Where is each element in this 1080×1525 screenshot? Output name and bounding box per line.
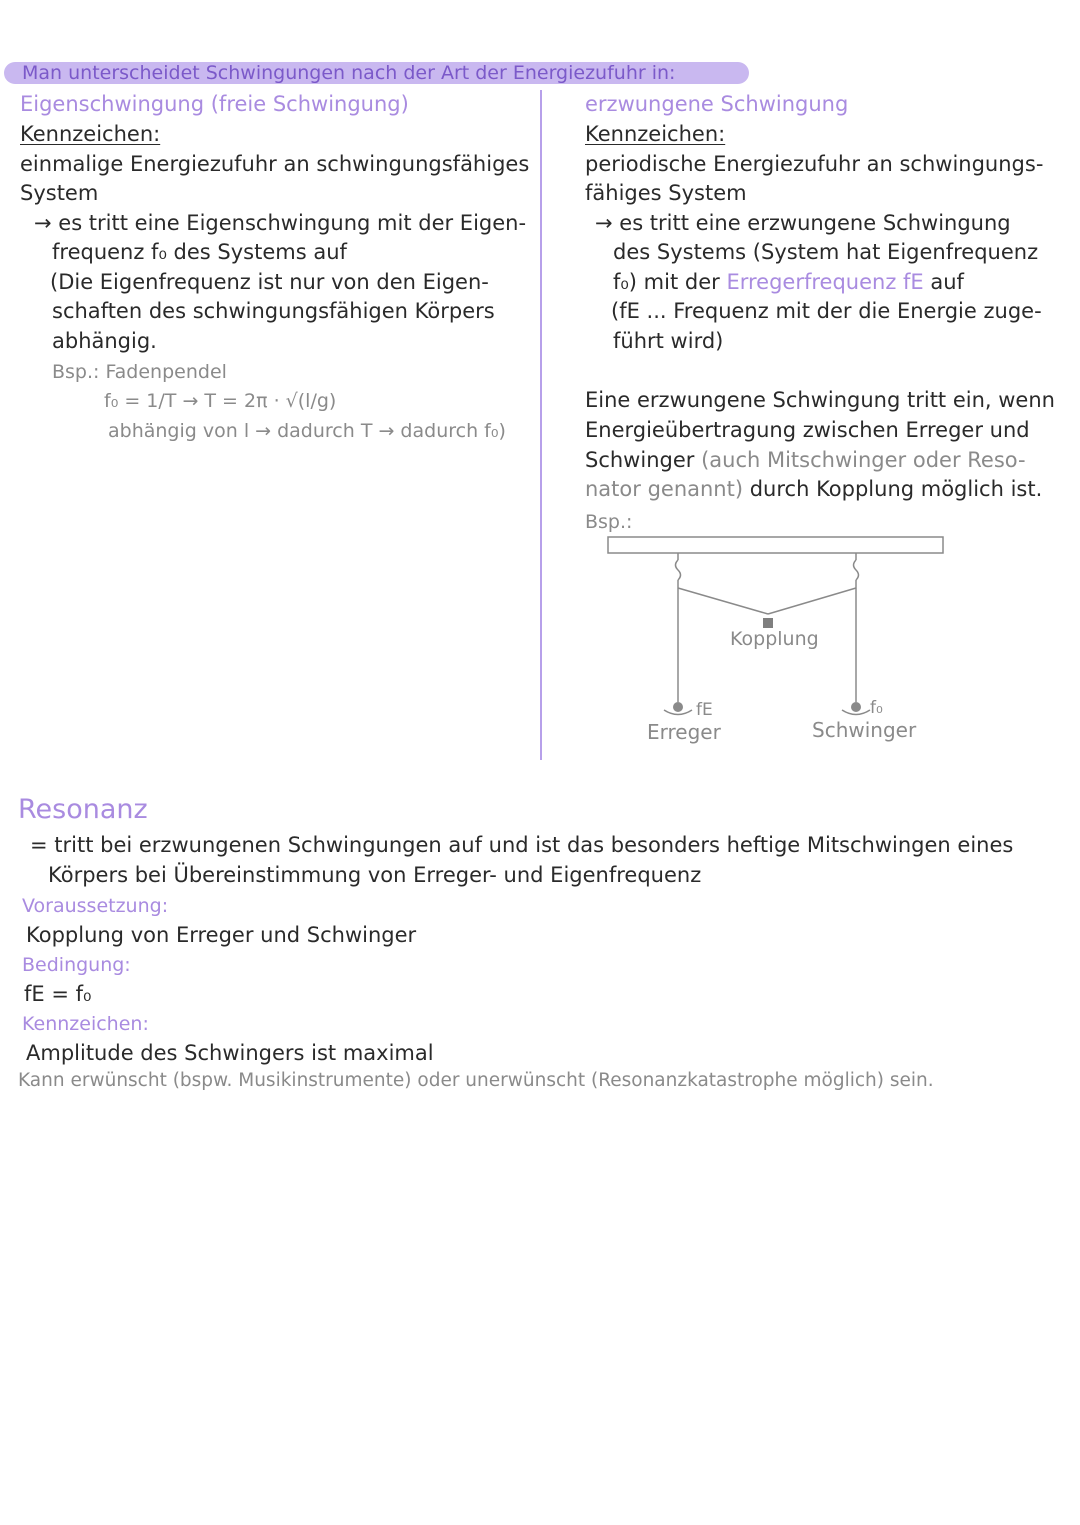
left-paren3: abhängig. bbox=[52, 329, 157, 353]
coupling-thread-right bbox=[768, 588, 856, 614]
right-p4-grey: nator genannt) bbox=[585, 477, 744, 501]
right-heading: erzwungene Schwingung bbox=[585, 92, 849, 116]
resonanz-heading: Resonanz bbox=[18, 794, 148, 825]
banner-text: Man unterscheidet Schwingungen nach der Art der Energiezufuhr in: bbox=[22, 62, 676, 84]
label-schwinger: Schwinger bbox=[812, 718, 917, 742]
coupling-thread-left bbox=[678, 588, 768, 614]
bob-schwinger bbox=[851, 702, 861, 712]
right-p3-pre: Schwinger bbox=[585, 448, 702, 472]
kennzeichen-label: Kennzeichen: bbox=[22, 1013, 149, 1035]
left-line1: einmalige Energiezufuhr an schwingungsfähiges bbox=[20, 152, 530, 176]
right-arrow3-pre: f₀) mit der bbox=[613, 270, 727, 294]
right-p4-post: durch Kopplung möglich ist. bbox=[743, 477, 1043, 501]
resonanz-definition-1: = tritt bei erzwungenen Schwingungen auf und ist das besonders heftige Mitschwingen eines bbox=[30, 833, 1014, 857]
left-formula: f₀ = 1/T → T = 2π · √(l/g) bbox=[104, 390, 337, 412]
coupling-weight bbox=[763, 618, 773, 628]
label-f0: f₀ bbox=[870, 698, 883, 718]
kennzeichen-text: Amplitude des Schwingers ist maximal bbox=[26, 1041, 434, 1065]
label-erreger: Erreger bbox=[647, 720, 721, 744]
left-dependency: abhängig von l → dadurch T → dadurch f₀) bbox=[108, 420, 506, 442]
left-bsp-example: Fadenpendel bbox=[105, 361, 227, 383]
left-line2: System bbox=[20, 181, 99, 205]
hook-left bbox=[676, 560, 681, 580]
right-paren2: führt wird) bbox=[613, 329, 724, 353]
left-bsp bbox=[52, 358, 227, 386]
label-kopplung: Kopplung bbox=[730, 628, 819, 650]
label-fe: fE bbox=[696, 700, 713, 720]
right-p1: Eine erzwungene Schwingung tritt ein, wenn bbox=[585, 388, 1055, 412]
hook-right bbox=[854, 560, 859, 580]
voraussetzung-text: Kopplung von Erreger und Schwinger bbox=[26, 923, 417, 947]
right-kennzeichen-label: Kennzeichen: bbox=[585, 122, 726, 146]
right-bsp-label: Bsp.: bbox=[585, 511, 633, 533]
erregerfrequenz-term: Erregerfrequenz fE bbox=[726, 270, 924, 294]
right-p3-grey: (auch Mitschwinger oder Reso- bbox=[701, 448, 1026, 472]
column-divider bbox=[540, 90, 542, 760]
bedingung-label: Bedingung: bbox=[22, 954, 131, 976]
right-arrow3 bbox=[613, 268, 964, 298]
right-p3 bbox=[585, 446, 1026, 476]
right-arrow3-post: auf bbox=[923, 270, 964, 294]
bedingung-text: fE = f₀ bbox=[24, 982, 92, 1006]
left-paren2: schaften des schwingungsfähigen Körpers bbox=[52, 299, 495, 323]
right-p4 bbox=[585, 475, 1042, 505]
right-p2: Energieübertragung zwischen Erreger und bbox=[585, 418, 1030, 442]
right-line2: fähiges System bbox=[585, 181, 747, 205]
left-arrow2: frequenz f₀ des Systems auf bbox=[52, 240, 347, 264]
right-arrow2: des Systems (System hat Eigenfrequenz bbox=[613, 240, 1039, 264]
right-paren1: (fE ... Frequenz mit der die Energie zuge- bbox=[611, 299, 1042, 323]
voraussetzung-label: Voraussetzung: bbox=[22, 895, 169, 917]
bob-erreger bbox=[673, 702, 683, 712]
ceiling-bar bbox=[608, 537, 943, 553]
left-arrow1: → es tritt eine Eigenschwingung mit der Eigen- bbox=[34, 211, 527, 235]
right-arrow1: → es tritt eine erzwungene Schwingung bbox=[595, 211, 1011, 235]
left-paren1: (Die Eigenfrequenz ist nur von den Eigen- bbox=[50, 270, 489, 294]
left-kennzeichen-label: Kennzeichen: bbox=[20, 122, 161, 146]
resonanz-definition-2: Körpers bei Übereinstimmung von Erreger- und Eigenfrequenz bbox=[48, 863, 702, 887]
resonanz-note: Kann erwünscht (bspw. Musikinstrumente) oder unerwünscht (Resonanzkatastrophe möglich) sein. bbox=[18, 1070, 934, 1091]
right-line1: periodische Energiezufuhr an schwingungs- bbox=[585, 152, 1044, 176]
left-heading: Eigenschwingung (freie Schwingung) bbox=[20, 92, 409, 116]
left-bsp-label: Bsp.: bbox=[52, 361, 100, 383]
